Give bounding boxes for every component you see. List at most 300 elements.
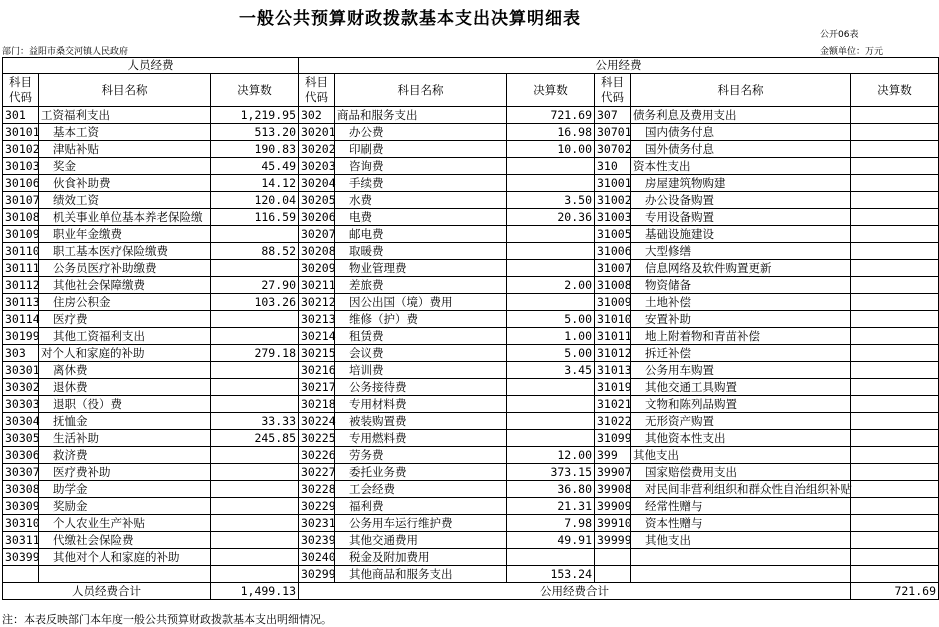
public-name-cell: 专用设备购置 (631, 209, 851, 226)
public-code-cell: 30206 (299, 209, 335, 226)
public-code-cell: 31008 (595, 277, 631, 294)
personnel-total-label: 人员经费合计 (3, 583, 211, 600)
personnel-amount-cell (211, 566, 299, 583)
personnel-name-cell: 机关事业单位基本养老保险缴 (39, 209, 211, 226)
personnel-amount-cell: 1,219.95 (211, 107, 299, 124)
public-code-cell: 31006 (595, 243, 631, 260)
public-code-cell: 31021 (595, 396, 631, 413)
public-code-cell: 31013 (595, 362, 631, 379)
personnel-amount-cell: 45.49 (211, 158, 299, 175)
public-code-cell (595, 549, 631, 566)
table-row (3, 362, 939, 379)
public-code-cell: 30204 (299, 175, 335, 192)
table-row (3, 175, 939, 192)
personnel-amount-cell: 103.26 (211, 294, 299, 311)
public-code-cell: 302 (299, 107, 335, 124)
public-code-cell: 30216 (299, 362, 335, 379)
department-label: 部门：益阳市桑交河镇人民政府 (2, 47, 129, 57)
public-code-cell: 30227 (299, 464, 335, 481)
public-name-cell: 商品和服务支出 (335, 107, 507, 124)
personnel-amount-cell: 27.90 (211, 277, 299, 294)
public-code-cell: 31010 (595, 311, 631, 328)
personnel-amount-cell (211, 226, 299, 243)
public-amount-cell (851, 141, 939, 158)
public-code-cell: 31003 (595, 209, 631, 226)
personnel-name-cell: 基本工资 (39, 124, 211, 141)
name-header: 科目名称 (39, 74, 211, 107)
personnel-section-header: 人员经费 (3, 58, 299, 74)
public-amount-cell (851, 124, 939, 141)
table-row (3, 328, 939, 345)
public-name-cell: 咨询费 (335, 158, 507, 175)
public-code-cell: 31002 (595, 192, 631, 209)
personnel-code-cell: 30103 (3, 158, 39, 175)
personnel-amount-cell: 14.12 (211, 175, 299, 192)
personnel-code-cell: 30311 (3, 532, 39, 549)
public-amount-cell (851, 345, 939, 362)
public-amount-cell (851, 549, 939, 566)
section-header-row (3, 58, 939, 74)
public-name-cell: 培训费 (335, 362, 507, 379)
public-amount-cell: 10.00 (507, 141, 595, 158)
public-amount-cell: 36.80 (507, 481, 595, 498)
public-name-cell: 国家赔偿费用支出 (631, 464, 851, 481)
personnel-code-cell: 30108 (3, 209, 39, 226)
table-row (3, 294, 939, 311)
table-row (3, 464, 939, 481)
public-name-cell: 被装购置费 (335, 413, 507, 430)
personnel-amount-cell: 513.20 (211, 124, 299, 141)
personnel-code-cell: 30306 (3, 447, 39, 464)
personnel-amount-cell (211, 464, 299, 481)
personnel-amount-cell (211, 328, 299, 345)
public-amount-cell (851, 396, 939, 413)
personnel-name-cell: 代缴社会保险费 (39, 532, 211, 549)
public-name-cell (631, 566, 851, 583)
public-code-cell: 31099 (595, 430, 631, 447)
public-code-cell: 30240 (299, 549, 335, 566)
table-row (3, 107, 939, 124)
personnel-code-cell: 30399 (3, 549, 39, 566)
public-amount-cell (851, 413, 939, 430)
personnel-name-cell: 退休费 (39, 379, 211, 396)
public-code-cell: 310 (595, 158, 631, 175)
public-name-cell: 租赁费 (335, 328, 507, 345)
public-name-cell: 税金及附加费用 (335, 549, 507, 566)
personnel-code-cell: 30106 (3, 175, 39, 192)
public-name-cell: 信息网络及软件购置更新 (631, 260, 851, 277)
public-amount-cell (851, 328, 939, 345)
public-name-cell: 电费 (335, 209, 507, 226)
amount-header: 决算数 (211, 74, 299, 107)
personnel-amount-cell: 279.18 (211, 345, 299, 362)
table-row (3, 413, 939, 430)
public-amount-cell (851, 158, 939, 175)
personnel-name-cell: 退职（役）费 (39, 396, 211, 413)
personnel-name-cell: 其他工资福利支出 (39, 328, 211, 345)
column-header-row (3, 74, 939, 107)
public-amount-cell (507, 226, 595, 243)
public-code-cell: 39999 (595, 532, 631, 549)
public-amount-cell (851, 515, 939, 532)
public-name-cell: 因公出国（境）费用 (335, 294, 507, 311)
public-code-cell: 39909 (595, 498, 631, 515)
table-row (3, 379, 939, 396)
public-name-cell: 安置补助 (631, 311, 851, 328)
public-amount-cell: 5.00 (507, 311, 595, 328)
personnel-amount-cell (211, 260, 299, 277)
public-name-cell: 国内债务付息 (631, 124, 851, 141)
public-amount-cell (507, 396, 595, 413)
public-name-cell: 委托业务费 (335, 464, 507, 481)
code-header: 科目 代码 (595, 74, 631, 107)
code-header: 科目 代码 (299, 74, 335, 107)
personnel-code-cell: 303 (3, 345, 39, 362)
personnel-name-cell: 绩效工资 (39, 192, 211, 209)
personnel-amount-cell: 88.52 (211, 243, 299, 260)
table-row (3, 277, 939, 294)
public-amount-cell: 1.00 (507, 328, 595, 345)
form-number: 公开06表 (820, 30, 859, 40)
public-amount-cell: 21.31 (507, 498, 595, 515)
personnel-code-cell: 30303 (3, 396, 39, 413)
public-code-cell: 30231 (299, 515, 335, 532)
public-name-cell: 地上附着物和青苗补偿 (631, 328, 851, 345)
table-row (3, 566, 939, 583)
personnel-name-cell: 其他社会保障缴费 (39, 277, 211, 294)
public-code-cell: 30214 (299, 328, 335, 345)
public-amount-cell: 373.15 (507, 464, 595, 481)
personnel-code-cell: 30309 (3, 498, 39, 515)
public-code-cell: 30224 (299, 413, 335, 430)
public-amount-cell (851, 498, 939, 515)
public-amount-cell: 7.98 (507, 515, 595, 532)
public-amount-cell: 49.91 (507, 532, 595, 549)
public-amount-cell (851, 226, 939, 243)
public-total-value: 721.69 (851, 583, 939, 600)
public-name-cell: 邮电费 (335, 226, 507, 243)
public-name-cell: 手续费 (335, 175, 507, 192)
public-name-cell: 房屋建筑物购建 (631, 175, 851, 192)
personnel-name-cell: 工资福利支出 (39, 107, 211, 124)
personnel-code-cell: 30310 (3, 515, 39, 532)
amount-unit-label: 金额单位：万元 (820, 47, 884, 57)
table-row (3, 192, 939, 209)
public-amount-cell (851, 447, 939, 464)
public-code-cell: 30228 (299, 481, 335, 498)
public-amount-cell (507, 379, 595, 396)
personnel-code-cell: 30112 (3, 277, 39, 294)
public-amount-cell (507, 294, 595, 311)
public-amount-cell (851, 379, 939, 396)
public-name-cell: 专用燃料费 (335, 430, 507, 447)
public-code-cell: 31005 (595, 226, 631, 243)
public-name-cell: 资本性支出 (631, 158, 851, 175)
public-name-cell: 其他商品和服务支出 (335, 566, 507, 583)
personnel-amount-cell: 33.33 (211, 413, 299, 430)
public-name-cell: 物业管理费 (335, 260, 507, 277)
public-amount-cell (851, 311, 939, 328)
public-name-cell: 工会经费 (335, 481, 507, 498)
personnel-name-cell: 奖励金 (39, 498, 211, 515)
public-code-cell: 30239 (299, 532, 335, 549)
public-code-cell: 30702 (595, 141, 631, 158)
public-amount-cell (851, 532, 939, 549)
table-row (3, 209, 939, 226)
public-code-cell: 399 (595, 447, 631, 464)
table-row (3, 515, 939, 532)
public-code-cell: 31019 (595, 379, 631, 396)
public-name-cell: 对民间非营利组织和群众性自治组织补贴 (631, 481, 851, 498)
personnel-code-cell: 30101 (3, 124, 39, 141)
public-name-cell: 其他交通费用 (335, 532, 507, 549)
personnel-code-cell: 30304 (3, 413, 39, 430)
public-name-cell: 文物和陈列品购置 (631, 396, 851, 413)
public-amount-cell (507, 175, 595, 192)
personnel-name-cell: 职业年金缴费 (39, 226, 211, 243)
public-code-cell: 30201 (299, 124, 335, 141)
table-row (3, 141, 939, 158)
public-code-cell: 30229 (299, 498, 335, 515)
table-row (3, 311, 939, 328)
table-row (3, 447, 939, 464)
public-amount-cell (851, 294, 939, 311)
public-amount-cell (851, 260, 939, 277)
public-amount-cell (507, 413, 595, 430)
public-code-cell: 30208 (299, 243, 335, 260)
public-code-cell: 30225 (299, 430, 335, 447)
personnel-amount-cell: 120.04 (211, 192, 299, 209)
public-code-cell: 30218 (299, 396, 335, 413)
public-name-cell: 会议费 (335, 345, 507, 362)
personnel-name-cell: 离休费 (39, 362, 211, 379)
table-row (3, 481, 939, 498)
public-name-cell: 物资储备 (631, 277, 851, 294)
personnel-amount-cell (211, 498, 299, 515)
public-name-cell: 基础设施建设 (631, 226, 851, 243)
public-amount-cell (851, 481, 939, 498)
personnel-amount-cell (211, 396, 299, 413)
personnel-name-cell: 其他对个人和家庭的补助 (39, 549, 211, 566)
amount-header: 决算数 (851, 74, 939, 107)
personnel-name-cell: 医疗费补助 (39, 464, 211, 481)
public-name-cell: 维修（护）费 (335, 311, 507, 328)
public-name-cell: 取暖费 (335, 243, 507, 260)
personnel-amount-cell (211, 379, 299, 396)
personnel-name-cell: 救济费 (39, 447, 211, 464)
table-row (3, 498, 939, 515)
personnel-code-cell: 30109 (3, 226, 39, 243)
personnel-amount-cell (211, 311, 299, 328)
public-name-cell: 水费 (335, 192, 507, 209)
personnel-amount-cell (211, 362, 299, 379)
personnel-amount-cell: 116.59 (211, 209, 299, 226)
footnote: 注：本表反映部门本年度一般公共预算财政拨款基本支出明细情况。 (2, 613, 332, 626)
public-name-cell: 劳务费 (335, 447, 507, 464)
name-header: 科目名称 (631, 74, 851, 107)
public-amount-cell: 153.24 (507, 566, 595, 583)
public-amount-cell: 721.69 (507, 107, 595, 124)
personnel-code-cell (3, 566, 39, 583)
personnel-name-cell: 个人农业生产补贴 (39, 515, 211, 532)
public-name-cell: 大型修缮 (631, 243, 851, 260)
personnel-name-cell: 奖金 (39, 158, 211, 175)
personnel-name-cell: 助学金 (39, 481, 211, 498)
personnel-code-cell: 30102 (3, 141, 39, 158)
public-code-cell: 30207 (299, 226, 335, 243)
table-row (3, 124, 939, 141)
public-name-cell (631, 549, 851, 566)
public-name-cell: 债务利息及费用支出 (631, 107, 851, 124)
table-row (3, 396, 939, 413)
public-name-cell: 经常性赠与 (631, 498, 851, 515)
totals-row (3, 583, 939, 600)
public-name-cell: 专用材料费 (335, 396, 507, 413)
personnel-code-cell: 30111 (3, 260, 39, 277)
public-name-cell: 其他支出 (631, 447, 851, 464)
table-row (3, 226, 939, 243)
personnel-amount-cell (211, 515, 299, 532)
personnel-code-cell: 30305 (3, 430, 39, 447)
public-code-cell: 31001 (595, 175, 631, 192)
personnel-code-cell: 301 (3, 107, 39, 124)
public-code-cell: 31012 (595, 345, 631, 362)
personnel-amount-cell (211, 549, 299, 566)
public-amount-cell: 16.98 (507, 124, 595, 141)
public-total-label: 公用经费合计 (299, 583, 851, 600)
public-code-cell: 39910 (595, 515, 631, 532)
public-code-cell: 30202 (299, 141, 335, 158)
personnel-code-cell: 30107 (3, 192, 39, 209)
public-amount-cell (851, 430, 939, 447)
public-code-cell: 30209 (299, 260, 335, 277)
public-name-cell: 公务接待费 (335, 379, 507, 396)
public-name-cell: 办公设备购置 (631, 192, 851, 209)
public-amount-cell (851, 566, 939, 583)
table-row (3, 260, 939, 277)
public-amount-cell (507, 243, 595, 260)
personnel-code-cell: 30110 (3, 243, 39, 260)
personnel-name-cell: 生活补助 (39, 430, 211, 447)
public-code-cell: 30205 (299, 192, 335, 209)
public-amount-cell (851, 362, 939, 379)
public-name-cell: 其他交通工具购置 (631, 379, 851, 396)
public-code-cell: 30211 (299, 277, 335, 294)
personnel-code-cell: 30301 (3, 362, 39, 379)
code-header: 科目 代码 (3, 74, 39, 107)
public-code-cell: 30212 (299, 294, 335, 311)
personnel-amount-cell (211, 481, 299, 498)
public-amount-cell: 12.00 (507, 447, 595, 464)
personnel-code-cell: 30113 (3, 294, 39, 311)
public-amount-cell: 5.00 (507, 345, 595, 362)
public-code-cell: 39907 (595, 464, 631, 481)
personnel-code-cell: 30308 (3, 481, 39, 498)
public-amount-cell: 3.50 (507, 192, 595, 209)
public-section-header: 公用经费 (299, 58, 939, 74)
public-code-cell: 30226 (299, 447, 335, 464)
table-row (3, 430, 939, 447)
personnel-name-cell: 职工基本医疗保险缴费 (39, 243, 211, 260)
table-row (3, 549, 939, 566)
public-amount-cell (851, 243, 939, 260)
personnel-name-cell: 抚恤金 (39, 413, 211, 430)
expenditure-table (2, 57, 939, 600)
public-name-cell: 公务用车运行维护费 (335, 515, 507, 532)
table-row (3, 345, 939, 362)
personnel-amount-cell: 245.85 (211, 430, 299, 447)
public-name-cell: 其他资本性支出 (631, 430, 851, 447)
personnel-name-cell: 公务员医疗补助缴费 (39, 260, 211, 277)
personnel-code-cell: 30199 (3, 328, 39, 345)
public-amount-cell (851, 464, 939, 481)
public-code-cell (595, 566, 631, 583)
personnel-name-cell: 住房公积金 (39, 294, 211, 311)
personnel-code-cell: 30302 (3, 379, 39, 396)
personnel-name-cell: 医疗费 (39, 311, 211, 328)
personnel-name-cell: 对个人和家庭的补助 (39, 345, 211, 362)
name-header: 科目名称 (335, 74, 507, 107)
personnel-name-cell: 津贴补贴 (39, 141, 211, 158)
public-code-cell: 30215 (299, 345, 335, 362)
public-name-cell: 资本性赠与 (631, 515, 851, 532)
personnel-code-cell: 30307 (3, 464, 39, 481)
public-amount-cell (851, 175, 939, 192)
public-name-cell: 无形资产购置 (631, 413, 851, 430)
public-amount-cell: 2.00 (507, 277, 595, 294)
public-amount-cell: 3.45 (507, 362, 595, 379)
public-amount-cell (507, 260, 595, 277)
amount-header: 决算数 (507, 74, 595, 107)
personnel-code-cell: 30114 (3, 311, 39, 328)
table-row (3, 243, 939, 260)
personnel-name-cell: 伙食补助费 (39, 175, 211, 192)
public-name-cell: 其他支出 (631, 532, 851, 549)
public-code-cell: 30213 (299, 311, 335, 328)
personnel-amount-cell (211, 532, 299, 549)
public-code-cell: 31007 (595, 260, 631, 277)
personnel-name-cell (39, 566, 211, 583)
table-row (3, 158, 939, 175)
public-name-cell: 拆迁补偿 (631, 345, 851, 362)
public-code-cell: 31009 (595, 294, 631, 311)
public-code-cell: 39908 (595, 481, 631, 498)
public-name-cell: 办公费 (335, 124, 507, 141)
public-name-cell: 国外债务付息 (631, 141, 851, 158)
personnel-total-value: 1,499.13 (211, 583, 299, 600)
public-code-cell: 31022 (595, 413, 631, 430)
public-name-cell: 公务用车购置 (631, 362, 851, 379)
public-amount-cell (851, 107, 939, 124)
public-amount-cell (851, 209, 939, 226)
personnel-amount-cell (211, 447, 299, 464)
public-amount-cell (507, 430, 595, 447)
public-name-cell: 福利费 (335, 498, 507, 515)
public-amount-cell (507, 158, 595, 175)
table-row (3, 532, 939, 549)
public-amount-cell: 20.36 (507, 209, 595, 226)
public-name-cell: 差旅费 (335, 277, 507, 294)
public-amount-cell (851, 192, 939, 209)
public-code-cell: 30299 (299, 566, 335, 583)
report-title: 一般公共预算财政拨款基本支出决算明细表 (239, 9, 581, 29)
personnel-amount-cell: 190.83 (211, 141, 299, 158)
public-amount-cell (507, 549, 595, 566)
public-amount-cell (851, 277, 939, 294)
public-name-cell: 印刷费 (335, 141, 507, 158)
public-code-cell: 30217 (299, 379, 335, 396)
public-name-cell: 土地补偿 (631, 294, 851, 311)
